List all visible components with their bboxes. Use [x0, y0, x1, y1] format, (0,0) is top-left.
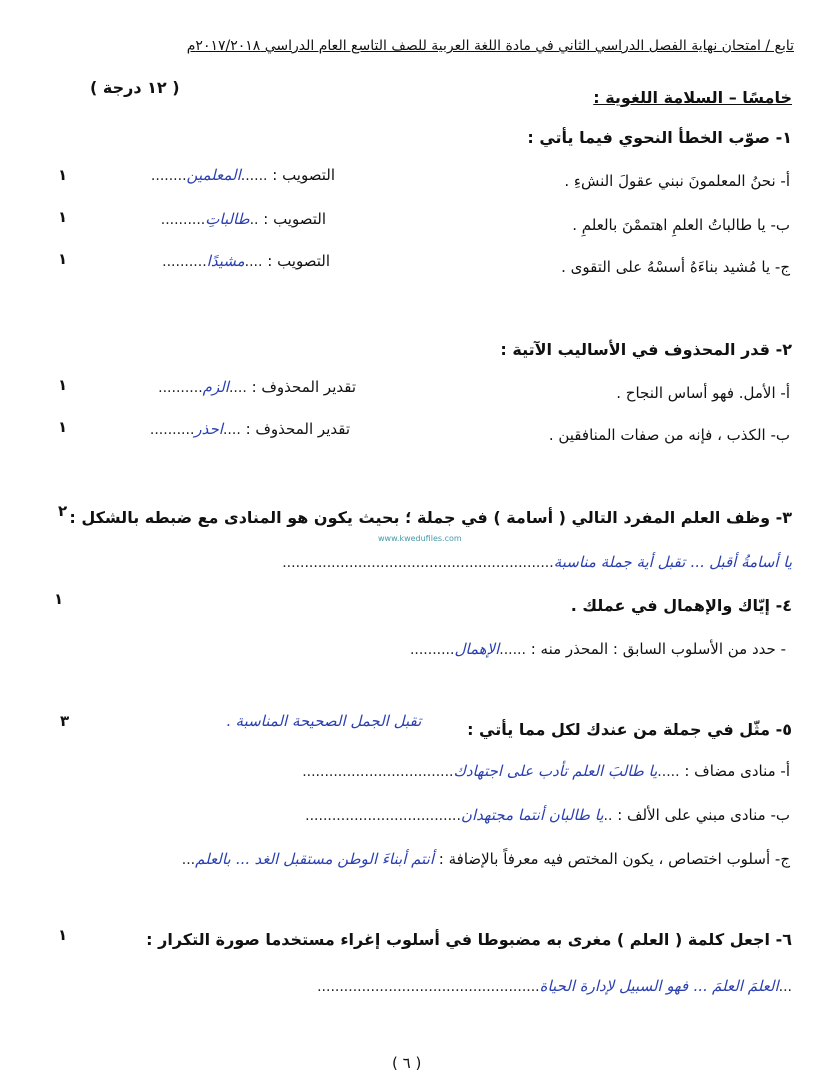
- section-grade: ( ١٢ درجة ): [90, 78, 180, 97]
- q5-item-a: [70, 762, 790, 780]
- q1-answer-c: مشيدًا: [206, 252, 245, 270]
- dotted-line: ...................................: [305, 808, 461, 824]
- q6-title: ٦- اجعل كلمة ( العلم ) مغرى به مضبوطا في أسلوب إغراء مستخدما صورة التكرار :: [146, 930, 792, 949]
- q2-answer-a: الزم: [202, 378, 229, 396]
- q1-answer-b: طالباتِ: [205, 210, 250, 228]
- dotted-line: ..........: [149, 422, 195, 438]
- q4-answer-row: [410, 640, 786, 658]
- q4-title: ٤- إيّاك والإهمال في عملك .: [570, 596, 792, 615]
- q1-sentence-a: أ- نحنُ المعلمونَ نبني عقولَ النشءِ .: [564, 172, 790, 190]
- dotted-line: ..................................................: [317, 979, 540, 995]
- q4-mark: ١: [54, 590, 64, 608]
- q1-label-b: التصويب :: [263, 210, 326, 228]
- q2-label-b: تقدير المحذوف :: [245, 420, 350, 438]
- q1-mark-c: ١: [58, 250, 68, 268]
- dotted-line: .....: [657, 764, 680, 780]
- q5-answer-a: يا طالبَ العلم تأدب على اجتهادك: [453, 762, 658, 780]
- q2-answer-a-row: [94, 378, 356, 396]
- q1-mark-b: ١: [58, 208, 68, 226]
- q2-mark-b: ١: [58, 418, 68, 436]
- q1-answer-a-row: [110, 166, 335, 184]
- q1-mark-a: ١: [58, 166, 68, 184]
- q2-title: ٢- قدر المحذوف في الأساليب الآتية :: [500, 340, 792, 359]
- q6-answer: العلمَ العلمَ ... فهو السبيل لإدارة الحياة: [539, 977, 779, 995]
- section-title: خامسًا – السلامة اللغوية :: [593, 88, 792, 107]
- q4-prompt: - حدد من الأسلوب السابق : المحذر منه :: [530, 640, 786, 658]
- q1-title: ١- صوّب الخطأ النحوي فيما يأتي :: [527, 128, 792, 147]
- q1-answer-c-row: [100, 252, 330, 270]
- dotted-line: .............................................................: [282, 555, 554, 571]
- q1-sentence-b: ب- يا طالباتُ العلمِ اهتممْنَ بالعلمِ .: [572, 216, 790, 234]
- q1-answer-a: المعلمين: [186, 166, 241, 184]
- dotted-line: ..: [603, 808, 613, 824]
- dotted-line: ..: [249, 212, 259, 228]
- dotted-line: ..........: [160, 212, 206, 228]
- q5-label-b: ب- منادى مبني على الألف :: [617, 806, 790, 824]
- q2-label-a: تقدير المحذوف :: [251, 378, 356, 396]
- dotted-line: ..........: [409, 642, 455, 658]
- q3-title: ٣- وظف العلم المفرد التالي ( أسامة ) في جملة ؛ بحيث يكون هو المنادى مع ضبطه بالشكل :: [69, 508, 792, 527]
- q5-answer-b: يا طالبان أنتما مجتهدان: [460, 806, 604, 824]
- q6-answer-row: [62, 976, 792, 995]
- dotted-line: ......: [499, 642, 526, 658]
- q2-mark-a: ١: [58, 376, 68, 394]
- dotted-line: ....: [222, 422, 241, 438]
- q5-note: تقبل الجمل الصحيحة المناسبة .: [226, 712, 422, 730]
- q2-answer-b-row: [92, 420, 350, 438]
- q5-mark: ٣: [60, 712, 70, 730]
- dotted-line: ...: [181, 852, 196, 868]
- q6-mark: ١: [58, 926, 68, 944]
- dotted-line: ..........: [162, 254, 207, 270]
- q5-item-c: [70, 850, 790, 868]
- exam-header: تابع / امتحان نهاية الفصل الدراسي الثاني في مادة اللغة العربية للصف التاسع العام الدراسي ٢٠١٧/٢٠١٨م: [186, 38, 794, 54]
- dotted-line: ........: [150, 168, 187, 184]
- q3-mark: ٢: [58, 502, 68, 520]
- q1-label-c: التصويب :: [267, 252, 330, 270]
- dotted-line: ....: [244, 254, 263, 270]
- q1-label-a: التصويب :: [272, 166, 335, 184]
- q2-sentence-b: ب- الكذب ، فإنه من صفات المنافقين .: [548, 426, 790, 444]
- q5-answer-c: أنتم أبناءَ الوطن مستقبل الغد ... بالعلم: [195, 850, 434, 868]
- dotted-line: ...: [778, 979, 792, 995]
- q5-label-a: أ- منادى مضاف :: [684, 762, 790, 780]
- q1-sentence-c: ج- يا مُشيد بناءَهُ أسسْهُ على التقوى .: [561, 258, 790, 276]
- q3-answer: يا أسامةُ أقبل ... تقبل أية جملة مناسبة: [553, 553, 792, 571]
- dotted-line: ..........: [158, 380, 203, 396]
- q5-label-c: ج- أسلوب اختصاص ، يكون المختص فيه معرفاً بالإضافة :: [438, 850, 790, 868]
- q1-answer-b-row: [104, 210, 326, 228]
- watermark: www.kwedufiles.com: [378, 534, 462, 543]
- q3-answer-row: [76, 552, 792, 571]
- q4-answer: الإهمال: [454, 640, 500, 658]
- q5-item-b: [70, 806, 790, 824]
- dotted-line: ..................................: [302, 764, 454, 780]
- q2-answer-b: احذر: [194, 420, 223, 438]
- page-number: ( ٦ ): [392, 1054, 422, 1072]
- dotted-line: ....: [228, 380, 247, 396]
- q5-title: ٥- مثّل في جملة من عندك لكل مما يأتي :: [467, 720, 792, 739]
- dotted-line: ......: [240, 168, 268, 184]
- q2-sentence-a: أ- الأمل. فهو أساس النجاح .: [616, 384, 790, 402]
